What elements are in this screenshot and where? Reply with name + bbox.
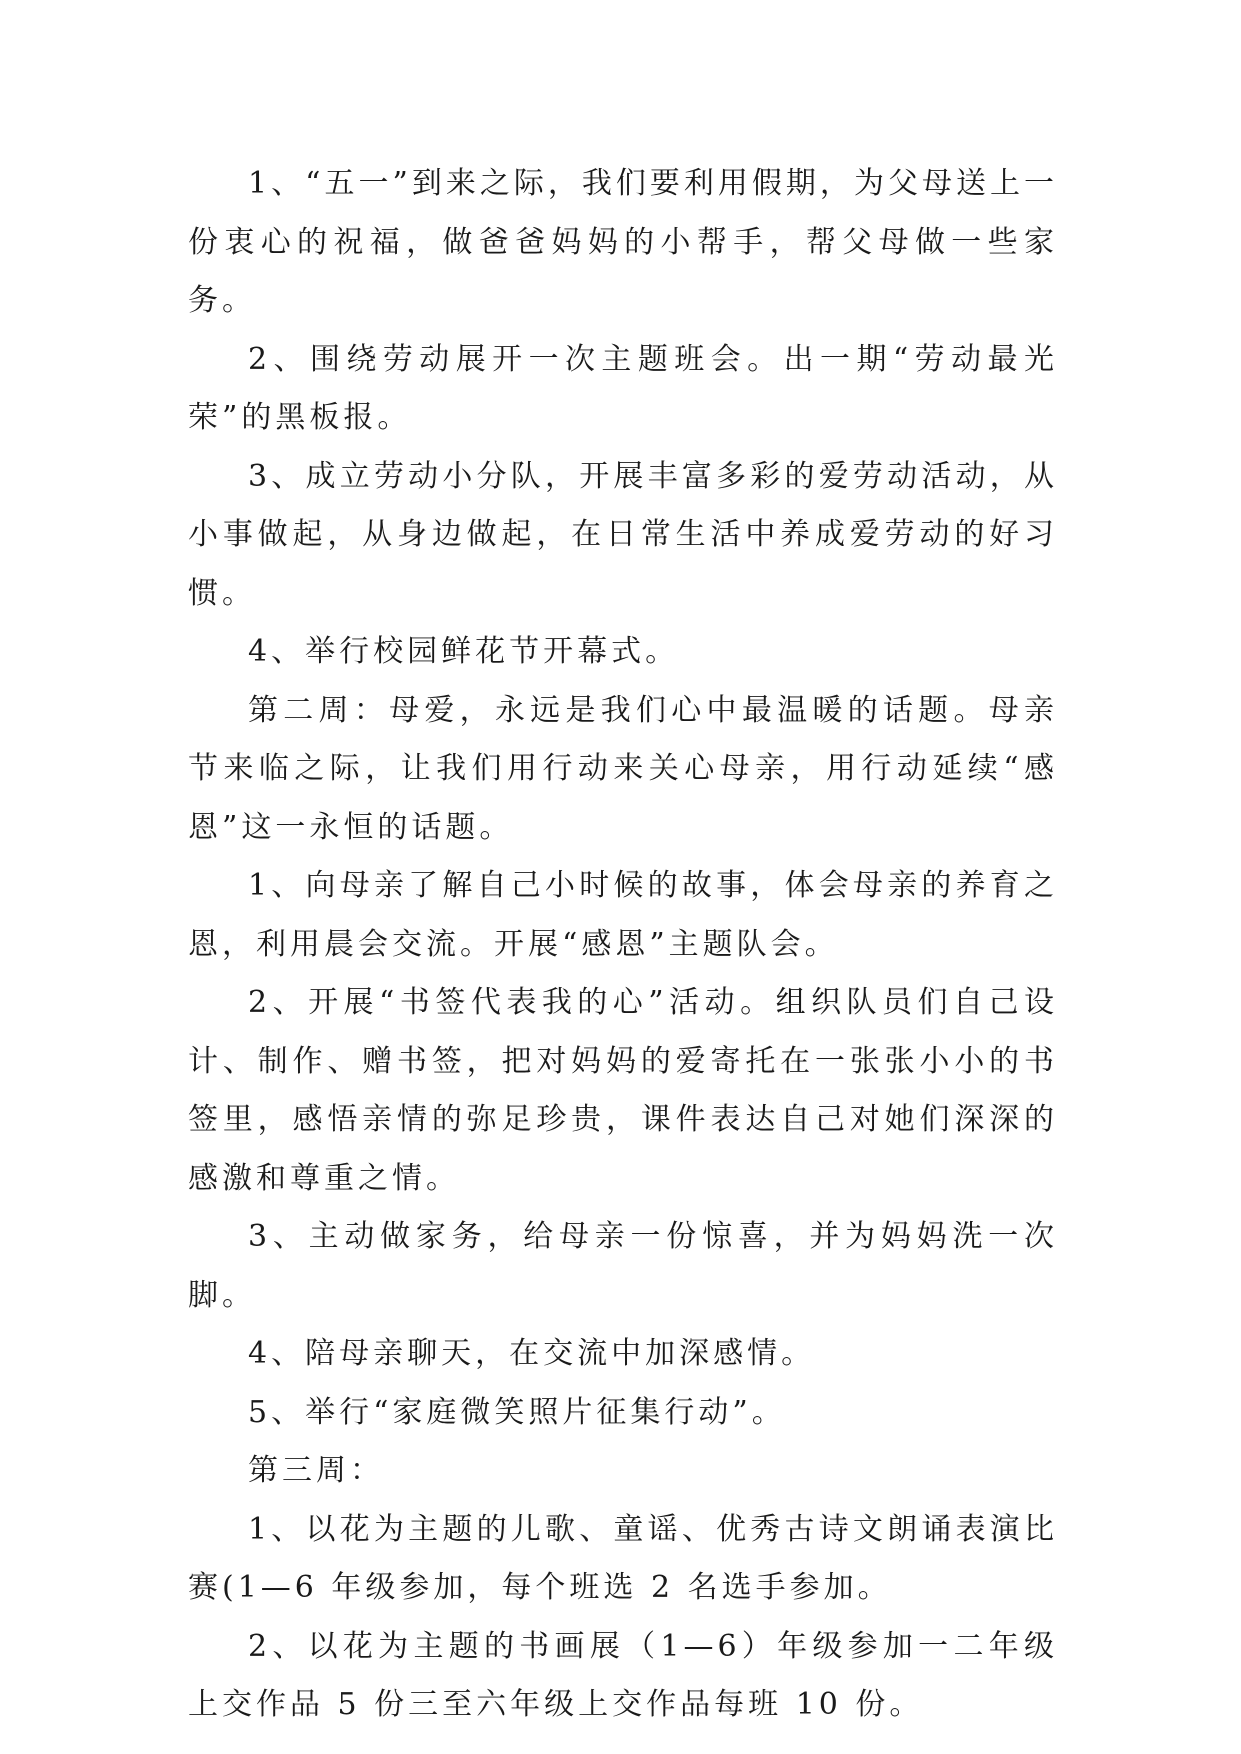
paragraph-2: 2、围绕劳动展开一次主题班会。出一期“劳动最光荣”的黑板报。 xyxy=(188,341,1058,435)
paragraph-4: 4、举行校园鲜花节开幕式。 xyxy=(248,634,680,669)
paragraph-12: 1、以花为主题的儿歌、童谣、优秀古诗文朗诵表演比赛(1—6 年级参加，每个班选 2 名选手参加。 xyxy=(188,1511,1058,1605)
paragraph-7: 2、开展“书签代表我的心”活动。组织队员们自己设计、制作、赠书签，把对妈妈的爱寄托在一张张小小的书签里，感悟亲情的弥足珍贵，课件表达自己对她们深深的感激和尊重之情。 xyxy=(188,985,1058,1196)
document-body xyxy=(188,155,1058,1735)
paragraph-1: 1、“五一”到来之际，我们要利用假期，为父母送上一份衷心的祝福，做爸爸妈妈的小帮手，帮父母做一些家务。 xyxy=(188,166,1058,318)
paragraph-13: 2、以花为主题的书画展（1—6）年级参加一二年级上交作品 5 份三至六年级上交作品每班 10 份。 xyxy=(188,1628,1058,1722)
paragraph-10: 5、举行“家庭微笑照片征集行动”。 xyxy=(248,1394,786,1430)
paragraph-3: 3、成立劳动小分队，开展丰富多彩的爱劳动活动，从小事做起，从身边做起，在日常生活中养成爱劳动的好习惯。 xyxy=(188,458,1058,611)
paragraph-8: 3、主动做家务，给母亲一份惊喜，并为妈妈洗一次脚。 xyxy=(188,1219,1058,1313)
paragraph-11: 第三周： xyxy=(248,1453,384,1488)
paragraph-5: 第二周：母爱，永远是我们心中最温暖的话题。母亲节来临之际，让我们用行动来关心母亲，用行动延续“感恩”这一永恒的话题。 xyxy=(188,692,1058,845)
paragraph-9: 4、陪母亲聊天，在交流中加深感情。 xyxy=(248,1336,816,1371)
paragraph-6: 1、向母亲了解自己小时候的故事，体会母亲的养育之恩，利用晨会交流。开展“感恩”主题队会。 xyxy=(188,868,1058,962)
